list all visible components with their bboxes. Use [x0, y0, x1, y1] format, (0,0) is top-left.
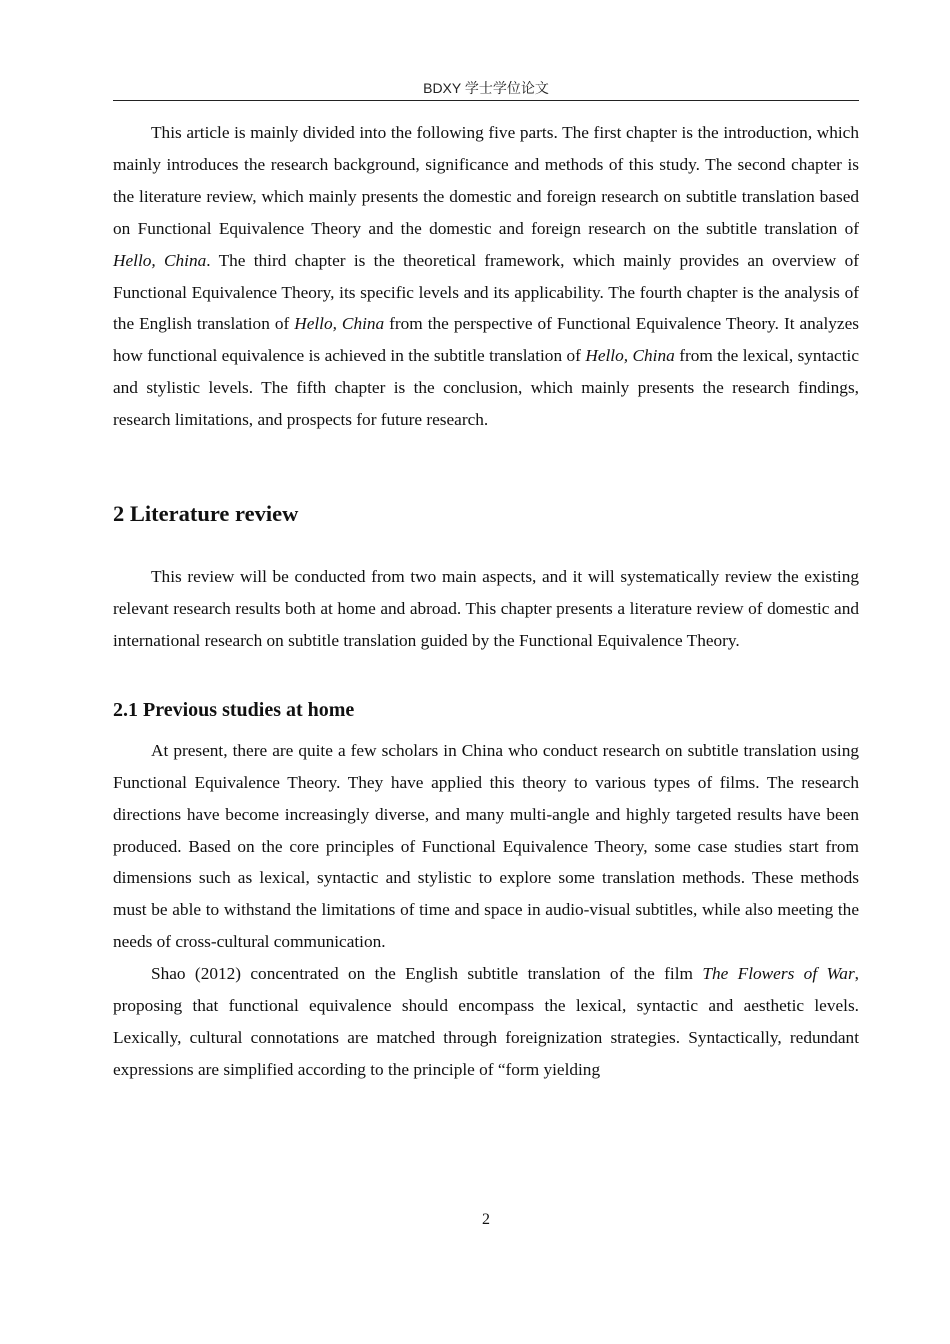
paragraph-text-2: , proposing that functional equivalence should encompass the lexical, syntactic and aesthetic levels. Lexically, cultural connotations are matched through foreignization strategies. Syntactically, redundant expressions are simplified according to the principle of “form yielding — [113, 964, 859, 1079]
intro-text-4: from the lexical, syntactic and stylistic levels. The fifth chapter is the conclusion, which mainly presents the research findings, research limitations, and prospects for future research. — [113, 346, 859, 430]
page-number: 2 — [482, 1211, 490, 1228]
work-title: Hello, China — [585, 346, 675, 366]
intro-text-2: . The third chapter is the theoretical framework, which mainly provides an overview of Functional Equivalence Theory, its specific levels and its applicability. The fourth chapter is the analysis of the English translation of — [113, 250, 859, 334]
section-paragraph: At present, there are quite a few scholars in China who conduct research on subtitle translation using Functional Equivalence Theory. They have applied this theory to various types of films. The research directions have become increasingly diverse, and many multi-angle and highly targeted results have been produced. Based on the core principles of Functional Equivalence Theory, some case studies start from dimensions such as lexical, syntactic and stylistic to explore some translation methods. These methods must be able to withstand the limitations of time and space in audio-visual subtitles, while also meeting the needs of cross-cultural communication. — [113, 740, 859, 952]
work-title: Hello, China — [113, 250, 207, 270]
intro-text-3: from the perspective of Functional Equivalence Theory. It analyzes how functional equivalence is achieved in the subtitle translation of — [113, 314, 859, 366]
document-body — [113, 117, 859, 1086]
section-paragraph — [113, 958, 859, 1086]
film-title: The Flowers of War — [702, 964, 855, 984]
chapter-intro-paragraph: This review will be conducted from two main aspects, and it will systematically review the existing relevant research results both at home and abroad. This chapter presents a literature review of domestic and international research on subtitle translation guided by the Functional Equivalence Theory. — [113, 567, 859, 650]
section-heading: 2.1 Previous studies at home — [113, 698, 355, 721]
intro-paragraph — [113, 117, 859, 436]
chapter-heading: 2 Literature review — [113, 501, 299, 527]
header-rule — [113, 100, 859, 101]
page-header: BDXY 学士学位论文 — [423, 80, 549, 96]
work-title: Hello, China — [294, 314, 385, 334]
paragraph-text-1: Shao (2012) concentrated on the English subtitle translation of the film — [151, 964, 703, 984]
intro-text-1: This article is mainly divided into the following five parts. The first chapter is the introduction, which mainly introduces the research background, significance and methods of this study. The second chapter is the literature review, which mainly presents the domestic and foreign research on subtitle translation based on Functional Equivalence Theory and the domestic and foreign research on the subtitle translation of — [113, 123, 859, 238]
